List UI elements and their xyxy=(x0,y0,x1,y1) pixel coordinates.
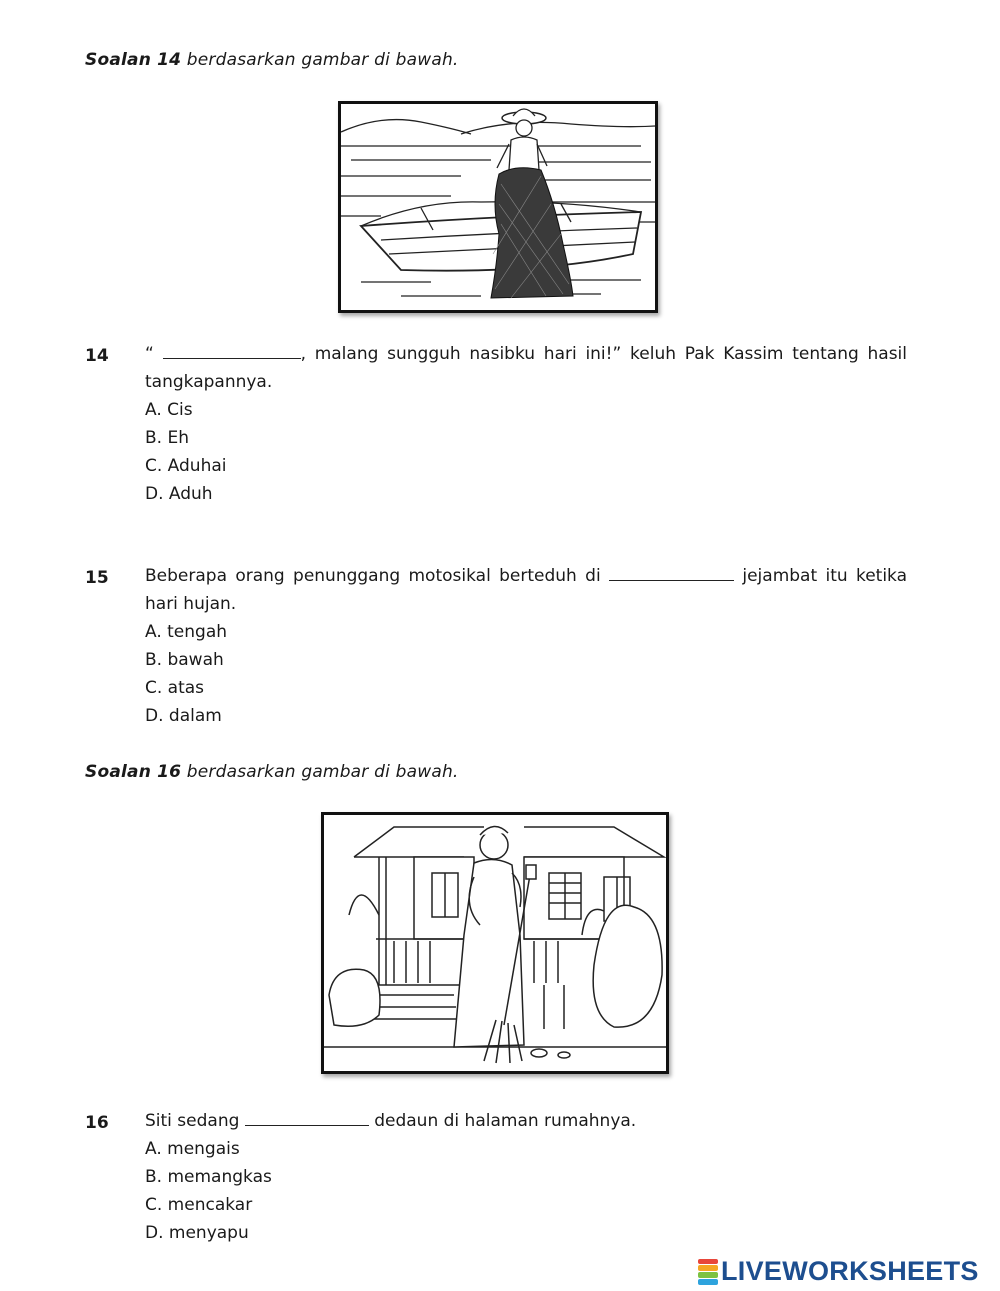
section-14-heading-rest: berdasarkan gambar di bawah. xyxy=(181,50,459,70)
q14-options xyxy=(145,396,227,508)
q16-option-c[interactable]: C. mencakar xyxy=(145,1195,253,1215)
q16-answer-blank[interactable] xyxy=(245,1111,369,1126)
q16-stem-pre: Siti sedang xyxy=(145,1111,240,1131)
q16-option-b[interactable]: B. memangkas xyxy=(145,1167,272,1187)
fisherman-boat-net-illustration xyxy=(341,104,655,310)
q15-option-b[interactable]: B. bawah xyxy=(145,650,224,670)
q14-stem-post: , malang sungguh nasibku hari ini!” keluh Pak Kassim tentang hasil tangkapannya. xyxy=(145,344,907,392)
q14-option-a[interactable]: A. Cis xyxy=(145,400,193,420)
section-16-heading xyxy=(85,762,459,782)
q16-stem xyxy=(145,1107,907,1135)
girl-sweeping-yard-illustration xyxy=(324,815,666,1071)
section-16-heading-rest: berdasarkan gambar di bawah. xyxy=(181,762,459,782)
q15-options xyxy=(145,618,227,730)
logo-text: LIVEWORKSHEETS xyxy=(721,1256,979,1286)
liveworksheets-logo xyxy=(698,1256,979,1287)
q14-option-c[interactable]: C. Aduhai xyxy=(145,456,227,476)
section-14-heading xyxy=(85,50,459,70)
section-16-heading-bold: Soalan 16 xyxy=(85,762,182,782)
q14-stem xyxy=(145,340,907,396)
sweeping-picture xyxy=(321,812,669,1074)
logo-icon xyxy=(698,1259,718,1285)
q16-option-a[interactable]: A. mengais xyxy=(145,1139,240,1159)
q14-option-d[interactable]: D. Aduh xyxy=(145,484,213,504)
q15-answer-blank[interactable] xyxy=(609,566,734,581)
q15-option-a[interactable]: A. tengah xyxy=(145,622,228,642)
q14-number: 14 xyxy=(85,346,109,366)
q16-options xyxy=(145,1135,272,1247)
q14-stem-pre: “ xyxy=(145,344,154,364)
q15-number: 15 xyxy=(85,568,109,588)
q16-stem-post: dedaun di halaman rumahnya. xyxy=(374,1111,637,1131)
q16-option-d[interactable]: D. menyapu xyxy=(145,1223,249,1243)
q15-option-c[interactable]: C. atas xyxy=(145,678,205,698)
section-14-heading-bold: Soalan 14 xyxy=(85,50,182,70)
q15-stem-pre: Beberapa orang penunggang motosikal berteduh di xyxy=(145,566,601,586)
q14-option-b[interactable]: B. Eh xyxy=(145,428,189,448)
fisherman-picture xyxy=(338,101,658,313)
q14-answer-blank[interactable] xyxy=(163,344,301,359)
q15-option-d[interactable]: D. dalam xyxy=(145,706,222,726)
q15-stem-post: jejambat itu ketika hari hujan. xyxy=(145,566,908,614)
q15-stem xyxy=(145,562,907,618)
q16-number: 16 xyxy=(85,1113,109,1133)
